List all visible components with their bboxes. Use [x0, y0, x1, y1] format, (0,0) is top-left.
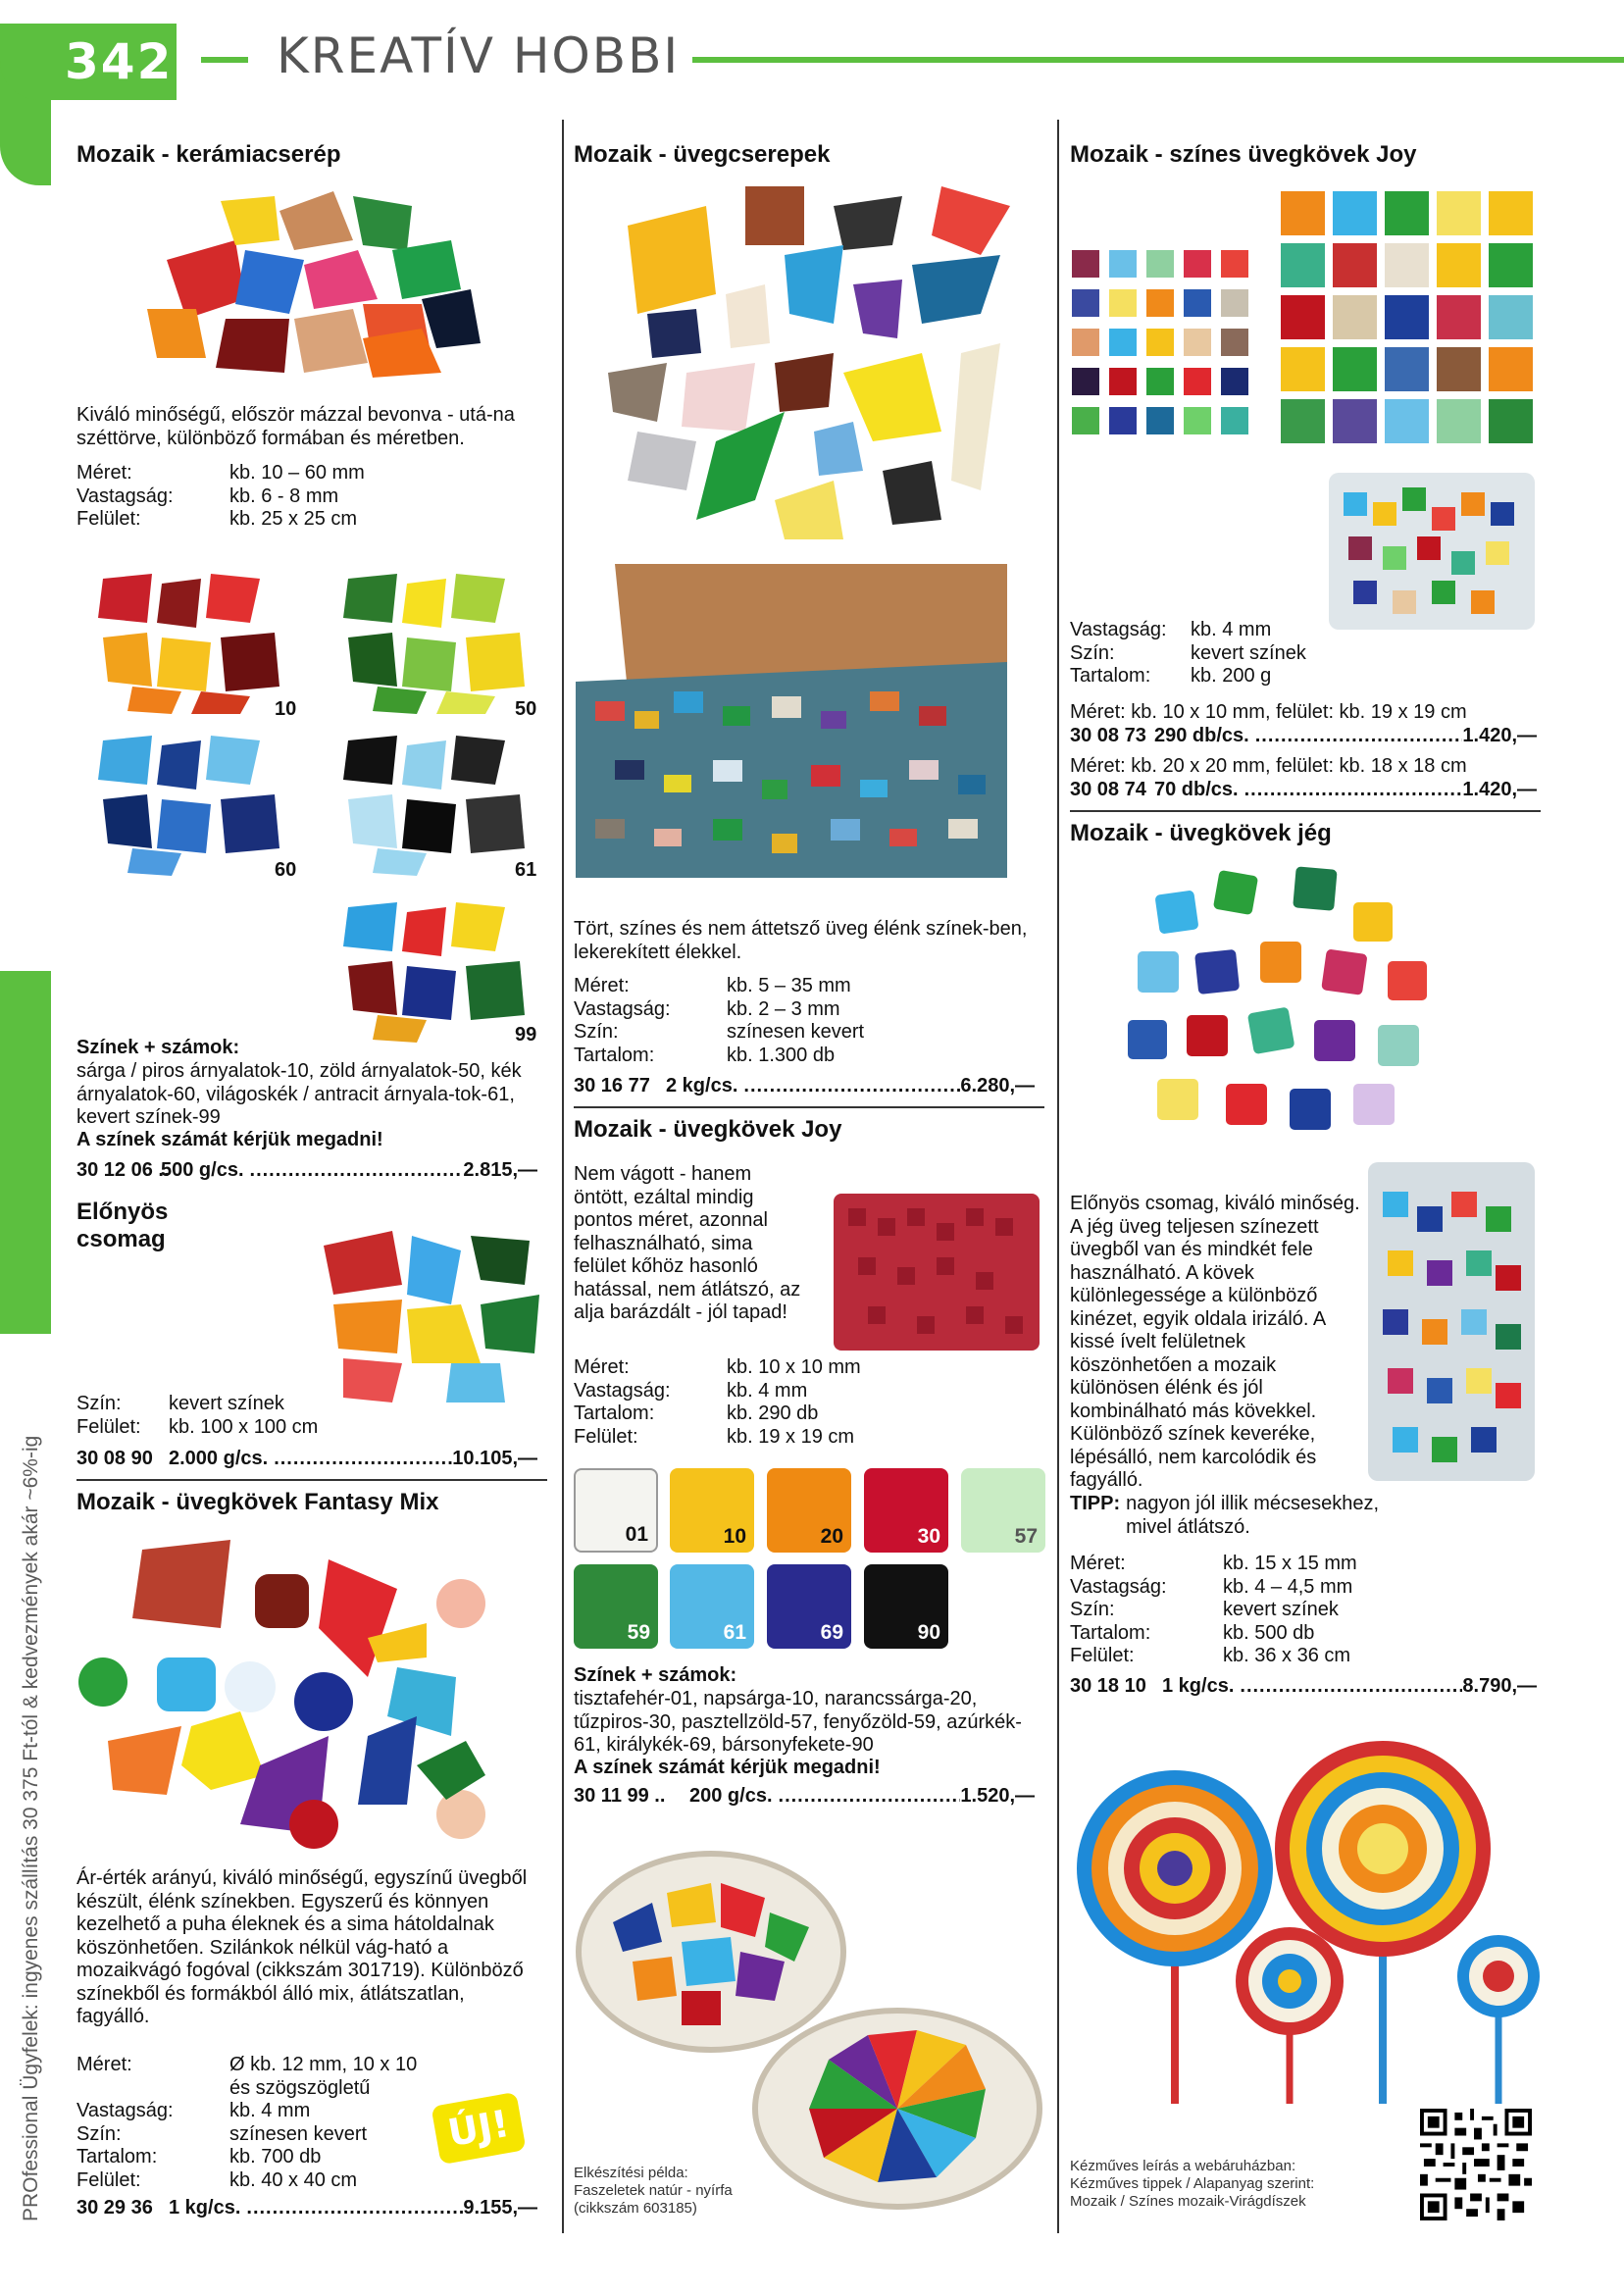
fantasy-title: Mozaik - üvegkövek Fantasy Mix	[76, 1489, 439, 1515]
page-number: 342	[65, 33, 174, 90]
price-value: 8.790,—	[1462, 1675, 1537, 1697]
page-title: KREATÍV HOBBI	[277, 27, 681, 84]
shards-description: Tört, színes és nem áttetsző üveg élénk színek-ben, lekerekített élekkel.	[574, 918, 1028, 963]
price-value: 10.105,—	[452, 1448, 537, 1469]
example-caption: Elkészítési példa: Faszeletek natúr - nyírfa (cikkszám 603185)	[574, 2165, 733, 2217]
color-swatch-57	[961, 1468, 1045, 1553]
swatch-number: 10	[723, 1525, 746, 1548]
spec-key: Méret:	[574, 975, 630, 996]
spec-value: kb. 200 g	[1191, 665, 1272, 687]
spec-value: kb. 36 x 36 cm	[1223, 1645, 1351, 1666]
product-code: 30 08 73	[1070, 725, 1146, 746]
fantasy-mix-image	[74, 1530, 520, 1854]
color-swatch-01	[574, 1468, 658, 1553]
price-value: 1.420,—	[1462, 725, 1537, 746]
pack-size: 500 g/cs.	[161, 1159, 244, 1181]
section-divider	[574, 1106, 1044, 1108]
pack-size: 1 kg/cs.	[1162, 1675, 1235, 1697]
bulk-title-line1: Előnyös	[76, 1198, 169, 1225]
product-code: 30 08 90	[76, 1448, 153, 1469]
spec-key: Felület:	[574, 1425, 638, 1448]
tip-label: TIPP:	[1070, 1493, 1121, 1514]
joy-specs	[574, 1356, 1044, 1449]
spec-key: Felület:	[76, 1415, 141, 1438]
price-leader	[250, 1159, 464, 1182]
spec-value: kb. 4 mm	[1191, 619, 1272, 640]
spec-value: kevert színek	[1223, 1599, 1339, 1620]
color-swatch-59	[574, 1564, 658, 1649]
color-swatch-20	[767, 1468, 851, 1553]
swatch-number: 90	[917, 1621, 940, 1644]
ceramic-specs	[76, 462, 537, 532]
spec-key: Vastagság:	[1070, 619, 1167, 640]
variant1-price-line	[1070, 725, 1537, 747]
variant-number: 10	[275, 698, 297, 720]
product-code: 30 08 74	[1070, 779, 1146, 800]
ice-title: Mozaik - üvegkövek jég	[1070, 820, 1332, 846]
spec-key: Tartalom:	[1070, 665, 1151, 687]
color-swatch-69	[767, 1564, 851, 1649]
spec-key: Vastagság:	[76, 484, 174, 507]
spec-value: és szögszögletű	[229, 2076, 371, 2099]
spec-value: kevert színek	[169, 1393, 284, 1414]
spec-value: kb. 500 db	[1223, 1621, 1315, 1644]
swatch-number: 69	[820, 1621, 843, 1644]
product-code: 30 16 77	[574, 1075, 650, 1096]
pack-size: 2 kg/cs.	[666, 1075, 738, 1096]
qr-code-icon[interactable]	[1420, 2109, 1532, 2220]
variant1-description: Méret: kb. 10 x 10 mm, felület: kb. 19 x 19 cm	[1070, 701, 1467, 723]
variant-image-61	[338, 731, 534, 878]
price-leader	[274, 1448, 452, 1470]
swatch-number: 30	[917, 1525, 940, 1548]
side-promo-text: PROfessional Ügyfelek: ingyenes szállítás 30 375 Ft-tól & kedvezmények akár ~6%-ig	[20, 1435, 42, 2221]
small-tiles-image	[1072, 250, 1258, 441]
price-leader	[1255, 725, 1463, 747]
variant-number: 61	[515, 859, 537, 881]
spec-key: Vastagság:	[574, 997, 671, 1020]
ice-tiles-image	[1118, 853, 1451, 1148]
fantasy-description: Ár-érték arányú, kiváló minőségű, egyszínű üvegből készült, élénk színekben. Egyszerű és könnyen kezelhető a puha éleknek és a sima hátoldalnak köszönhetően. Szilánkok nélkül vág-ható a mozaikvágó fogóval (cikkszám 301719). Különböző színekből és formákból álló mix, átlátszatlan, fagyálló.	[76, 1867, 528, 2027]
ice-price-line	[1070, 1675, 1537, 1698]
swatch-number: 01	[625, 1523, 648, 1546]
ceramic-title: Mozaik - kerámiacserép	[76, 141, 341, 168]
variant-number: 99	[515, 1024, 537, 1046]
spec-key: Vastagság:	[574, 1379, 671, 1402]
spec-value: színesen kevert	[727, 1021, 865, 1043]
color-swatch-30	[864, 1468, 948, 1553]
color-swatch-61	[670, 1564, 754, 1649]
ceramic-colors-title: Színek + számok:	[76, 1037, 240, 1058]
spec-value: kb. 4 mm	[229, 2100, 311, 2121]
ceramic-tiles-image	[127, 181, 490, 382]
variant-number: 50	[515, 698, 537, 720]
ceramic-colors-text: sárga / piros árnyalatok-10, zöld árnyalatok-50, kék árnyalatok-60, világoskék / antracit árnyala-tok-61, kevert színek-99	[76, 1060, 522, 1128]
spec-value: kb. 25 x 25 cm	[229, 508, 358, 530]
product-code: 30 29 36	[76, 2197, 153, 2218]
price-value: 1.520,—	[960, 1785, 1035, 1807]
joy-note: A színek számát kérjük megadni!	[574, 1757, 881, 1778]
price-leader	[779, 1785, 961, 1808]
spec-value: kb. 100 x 100 cm	[169, 1415, 319, 1438]
price-leader	[246, 2197, 463, 2219]
bulk-price-line	[76, 1448, 537, 1470]
spec-key: Vastagság:	[76, 2100, 174, 2121]
tip-text: nagyon jól illik mécsesekhez, mivel átlátszó.	[1126, 1493, 1380, 1538]
mosaic-flowers-image	[1069, 1711, 1540, 2104]
spec-key: Felület:	[76, 2168, 141, 2191]
ice-specs	[1070, 1553, 1541, 1668]
joy-colors-title: Színek + számok:	[574, 1664, 737, 1686]
spec-key: Méret:	[574, 1356, 630, 1378]
variant-number: 60	[275, 859, 297, 881]
price-value: 2.815,—	[463, 1159, 537, 1181]
glass-shards-box-image	[576, 564, 1007, 878]
price-leader	[743, 1075, 960, 1097]
spec-key: Szín:	[1070, 1599, 1115, 1620]
spec-value: kb. 15 x 15 mm	[1223, 1553, 1357, 1574]
large-tiles-image	[1281, 191, 1536, 451]
spec-value: színesen kevert	[229, 2122, 368, 2145]
price-leader	[1244, 779, 1463, 801]
joy-title: Mozaik - üvegkövek Joy	[574, 1116, 842, 1143]
pack-size: 290 db/cs.	[1154, 725, 1249, 746]
spec-value: kb. 4 – 4,5 mm	[1223, 1575, 1353, 1598]
spec-value: kb. 4 mm	[727, 1379, 808, 1402]
spec-key: Tartalom:	[574, 1044, 655, 1066]
spec-value: kb. 6 - 8 mm	[229, 484, 339, 507]
spec-value: kb. 2 – 3 mm	[727, 997, 840, 1020]
mosaic-example-image	[574, 1844, 1044, 2217]
variant2-description: Méret: kb. 20 x 20 mm, felület: kb. 18 x 18 cm	[1070, 755, 1467, 777]
joy-price-line	[574, 1785, 1035, 1808]
joy-color-specs	[1070, 619, 1541, 688]
spec-value: kevert színek	[1191, 641, 1306, 664]
variant-image-10	[93, 569, 289, 716]
spec-key: Tartalom:	[1070, 1621, 1151, 1644]
variant-image-50	[338, 569, 534, 716]
ceramic-price-line	[76, 1159, 537, 1182]
spec-key: Méret:	[76, 2054, 132, 2075]
swatch-number: 59	[627, 1621, 650, 1644]
header-rule-right	[692, 57, 1624, 63]
fantasy-specs	[76, 2054, 469, 2192]
swatch-number: 61	[723, 1621, 746, 1644]
ceramic-note: A színek számát kérjük megadni!	[76, 1129, 383, 1150]
spec-value: Ø kb. 12 mm, 10 x 10	[229, 2054, 418, 2075]
price-leader	[1240, 1675, 1462, 1698]
fantasy-price-line	[76, 2197, 537, 2219]
spec-key: Szín:	[1070, 641, 1115, 664]
column-divider-1	[562, 120, 564, 2233]
spec-key: Méret:	[1070, 1553, 1126, 1574]
spec-key: Felület:	[76, 508, 141, 530]
spec-value: kb. 10 – 60 mm	[229, 462, 365, 484]
spec-key: Tartalom:	[76, 2146, 158, 2168]
product-code: 30 12 06 ..	[76, 1159, 170, 1181]
column-divider-2	[1057, 120, 1059, 2233]
spec-value: kb. 290 db	[727, 1402, 819, 1424]
ceramic-description: Kiváló minőségű, először mázzal bevonva - utá-na széttörve, különböző formában és méretben.	[76, 404, 515, 449]
price-value: 1.420,—	[1462, 779, 1537, 800]
joy-color-title: Mozaik - színes üvegkövek Joy	[1070, 141, 1417, 168]
spec-value: kb. 19 x 19 cm	[727, 1425, 855, 1448]
bulk-specs	[76, 1393, 537, 1439]
tiles-bag-image	[1329, 473, 1535, 630]
spec-key	[76, 2077, 229, 2101]
spec-key: Szín:	[76, 2122, 122, 2145]
spec-value: kb. 1.300 db	[727, 1044, 836, 1066]
ice-tip	[1070, 1493, 1541, 1539]
section-divider	[76, 1479, 547, 1481]
shards-specs	[574, 975, 1044, 1067]
spec-value: kb. 40 x 40 cm	[229, 2168, 358, 2191]
header-rule-left	[201, 57, 248, 63]
shards-price-line	[574, 1075, 1035, 1097]
color-swatch-10	[670, 1468, 754, 1553]
spec-value: kb. 10 x 10 mm	[727, 1356, 861, 1378]
joy-bag-image	[829, 1189, 1044, 1355]
product-code: 30 11 99 ..	[574, 1785, 666, 1807]
craft-caption: Kézműves leírás a webáruházban: Kézműves tippek / Alapanyag szerint: Mozaik / Színes mozaik-Virágdíszek	[1070, 2158, 1315, 2210]
spec-key: Felület:	[1070, 1645, 1135, 1666]
spec-key: Tartalom:	[574, 1402, 655, 1424]
spec-key: Szín:	[76, 1393, 122, 1414]
variant-image-60	[93, 731, 289, 878]
pack-size: 70 db/cs.	[1154, 779, 1239, 800]
spec-key: Szín:	[574, 1021, 619, 1043]
price-value: 9.155,—	[463, 2197, 537, 2218]
variant2-price-line	[1070, 779, 1537, 801]
shards-title: Mozaik - üvegcserepek	[574, 141, 831, 168]
spec-key: Vastagság:	[1070, 1575, 1167, 1598]
swatch-number: 57	[1014, 1525, 1038, 1548]
bulk-ceramic-image	[314, 1226, 544, 1407]
spec-value: kb. 700 db	[229, 2146, 322, 2168]
price-value: 6.280,—	[960, 1075, 1035, 1096]
color-swatch-90	[864, 1564, 948, 1649]
bulk-title-line2: csomag	[76, 1226, 166, 1252]
pack-size: 1 kg/cs.	[169, 2197, 241, 2218]
product-code: 30 18 10	[1070, 1675, 1146, 1697]
spec-value: kb. 5 – 35 mm	[727, 975, 851, 996]
glass-shards-image	[588, 177, 1049, 549]
joy-colors-text: tisztafehér-01, napsárga-10, narancssárga-20, tűzpiros-30, pasztellzöld-57, fenyőzöld-59, azúrkék-61, királykék-69, bársonyfekete-90	[574, 1688, 1022, 1756]
swatch-number: 20	[820, 1525, 843, 1548]
pack-size: 200 g/cs.	[689, 1785, 773, 1807]
section-divider	[1070, 810, 1541, 812]
joy-description: Nem vágott - hanem öntött, ezáltal mindig pontos méret, azonnal felhasználható, sima felület kőhöz hasonló hatással, nem átlátszó, az alja barázdált - jól tapad!	[574, 1163, 801, 1323]
pack-size: 2.000 g/cs.	[169, 1448, 269, 1469]
spec-key: Méret:	[76, 462, 132, 484]
variant-image-99	[338, 897, 537, 1046]
ice-bag-image	[1368, 1162, 1535, 1481]
new-badge: ÚJ!	[431, 2092, 526, 2165]
ice-description: Előnyös csomag, kiváló minőség. A jég üveg teljesen színezett üvegből van és mindkét fele használható. A kövek különlegessége a különböző kinézet, egyik oldala irizáló. A kissé ívelt felületnek köszönhetően a mozaik különösen élénk és jól kombinálható más kövekkel. Különböző színek keveréke, lépésálló, nem karcolódik és fagyálló.	[1070, 1193, 1360, 1491]
